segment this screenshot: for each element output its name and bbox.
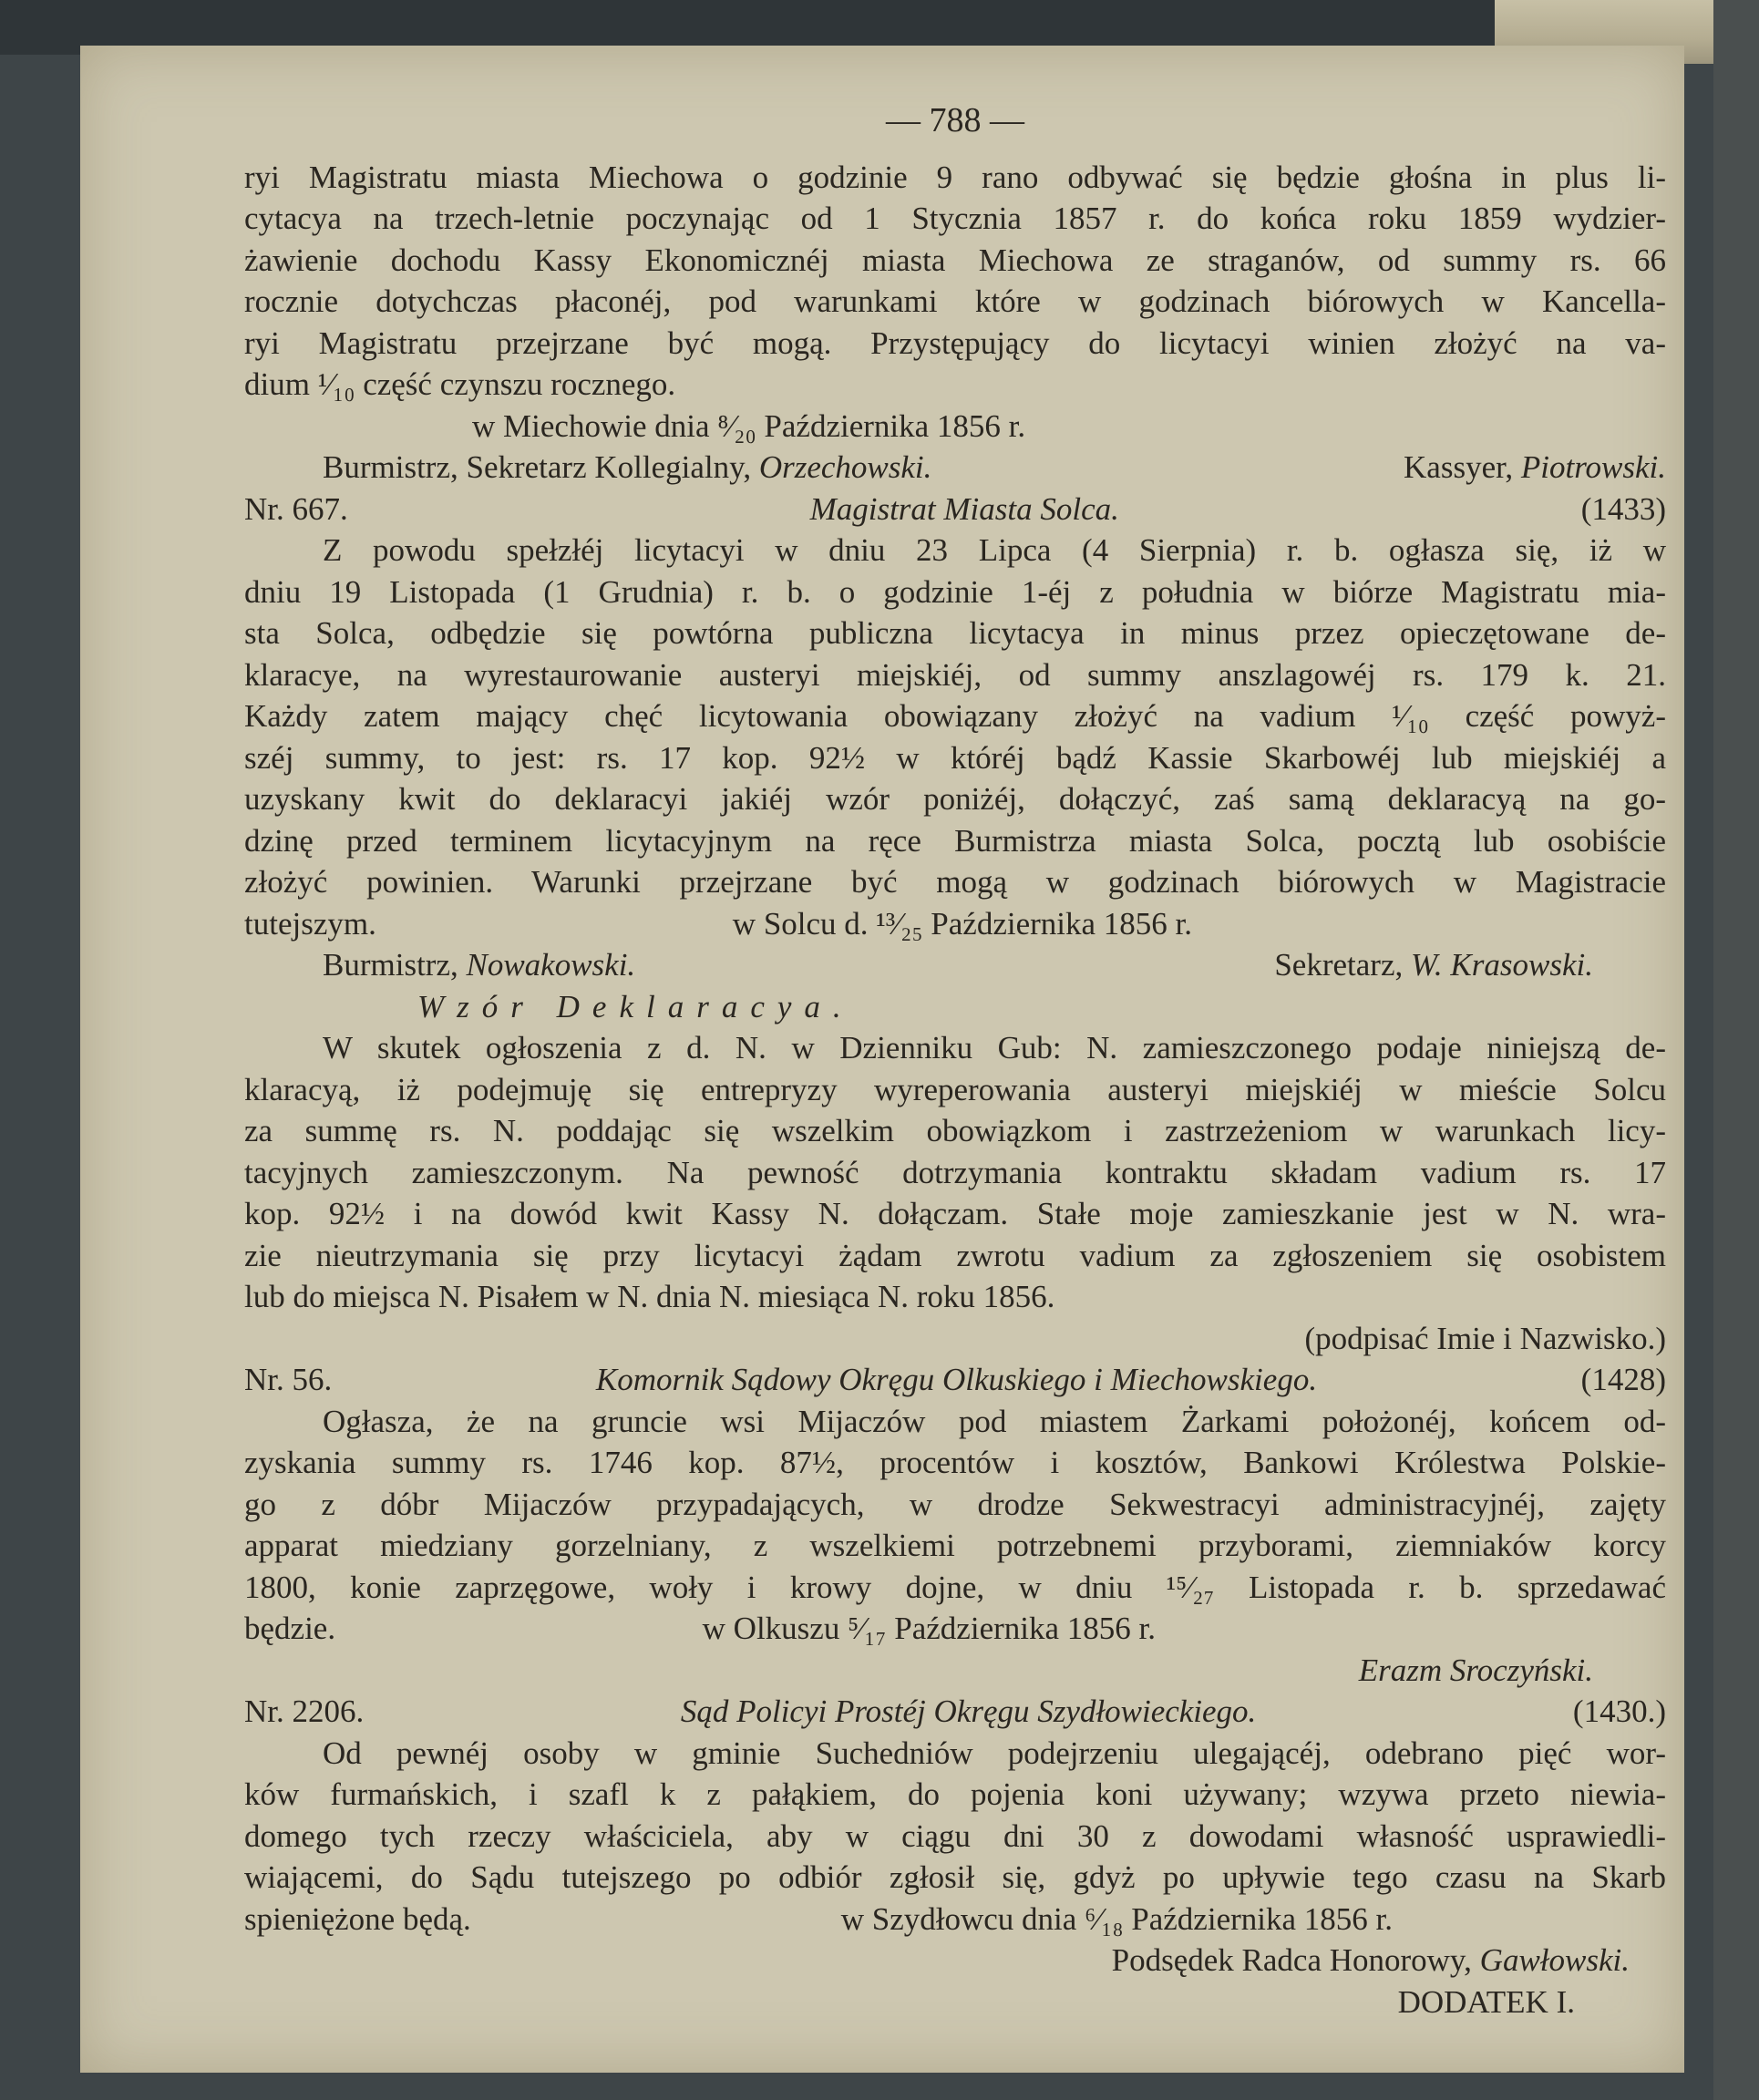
signature-row bbox=[244, 447, 1666, 489]
signature-right: Sekretarz, W. Krasowski. bbox=[1274, 947, 1593, 983]
text-line: za summę rs. N. poddając się wszelkim obowiązkom i zastrzeżeniom w warunkach licy- bbox=[244, 1113, 1666, 1148]
signature-instruction: (podpisać Imie i Nazwisko.) bbox=[1304, 1320, 1666, 1356]
notice-miechow bbox=[244, 157, 1666, 489]
text-line: dium ¹⁄₁₀ część czynszu rocznego. bbox=[244, 366, 676, 402]
notice-title: Komornik Sądowy Okręgu Olkuskiego i Miechowskiego. bbox=[595, 1362, 1318, 1397]
text-line: ryi Magistratu przejrzane być mogą. Przystępujący do licytacyi winien złożyć na va- bbox=[244, 324, 1666, 361]
notice-title: Sąd Policyi Prostéj Okręgu Szydłowieckiego. bbox=[680, 1693, 1257, 1729]
text-line: Od pewnéj osoby w gminie Suchedniów podejrzeniu ulegającéj, odebrano pięć wor- bbox=[323, 1735, 1666, 1771]
document-page bbox=[80, 46, 1684, 2073]
text-line: apparat miedziany gorzelniany, z wszelkiemi potrzebnemi przyborami, ziemniaków korcy bbox=[244, 1528, 1666, 1563]
text-line: rocznie dotychczas płaconéj, pod warunkami które w godzinach biórowych w Kancella- bbox=[244, 283, 1666, 319]
text-line: ryi Magistratu miasta Miechowa o godzinie 9 rano odbywać się będzie głośna in plus li- bbox=[244, 159, 1666, 195]
notice-title: Magistrat Miasta Solca. bbox=[809, 490, 1119, 527]
notice-date: w Solcu d. ¹³⁄₂₅ Października 1856 r. bbox=[732, 905, 1192, 942]
text-line: Z powodu spełzłéj licytacyi w dniu 23 Lipca (4 Sierpnia) r. b. ogłasza się, iż w bbox=[323, 532, 1666, 568]
text-line: kop. 92½ i na dowód kwit Kassy N. dołączam. Stałe moje zamieszkanie jest w N. wra- bbox=[244, 1196, 1666, 1231]
notice-code: (1428) bbox=[1580, 1362, 1666, 1397]
text-line: Każdy zatem mający chęć licytowania obowiązany złożyć na vadium ¹⁄₁₀ część powyż- bbox=[244, 698, 1666, 734]
signature-name: Erazm Sroczyński. bbox=[1358, 1652, 1593, 1688]
notice-date: w Miechowie dnia ⁸⁄₂₀ Października 1856 r. bbox=[472, 407, 1026, 444]
notice-date: w Szydłowcu dnia ⁶⁄₁₈ Października 1856 r. bbox=[840, 1900, 1393, 1937]
notice-code: (1433) bbox=[1580, 490, 1666, 527]
notice-heading bbox=[244, 1359, 1666, 1401]
signature-left: Burmistrz, Sekretarz Kollegialny, Orzechowski. bbox=[323, 449, 932, 485]
text-line: W skutek ogłoszenia z d. N. w Dzienniku Gub: N. zamieszczonego podaje niniejszą de- bbox=[323, 1030, 1666, 1065]
declaration-title: Wzór Deklaracya. bbox=[417, 988, 854, 1024]
notice-szydlowiec bbox=[244, 1691, 1666, 2023]
notice-heading bbox=[244, 1691, 1666, 1733]
text-line-with-date: tutejszym. w Solcu d. ¹³⁄₂₅ Października 1856 r. bbox=[244, 903, 1666, 945]
text-line: sta Solca, odbędzie się powtórna publiczna licytacya in minus przez opieczętowane de- bbox=[244, 615, 1666, 651]
notice-komornik bbox=[244, 1359, 1666, 1691]
page-content bbox=[244, 100, 1666, 2023]
text-line: go z dóbr Mijaczów przypadających, w drodze Sekwestracyi administracyjnéj, zajęty bbox=[244, 1486, 1666, 1522]
text-line: lub do miejsca N. Pisałem w N. dnia N. miesiąca N. roku 1856. bbox=[244, 1279, 1055, 1314]
notice-heading bbox=[244, 489, 1666, 530]
text-line: zie nieutrzymania się przy licytacyi żądam zwrotu vadium za zgłoszeniem się osobistem bbox=[244, 1237, 1666, 1273]
text-line-with-date: spieniężone będą. w Szydłowcu dnia ⁶⁄₁₈ Października 1856 r. bbox=[244, 1899, 1666, 1940]
text-line: 1800, konie zaprzęgowe, woły i krowy dojne, w dniu ¹⁵⁄₂₇ Listopada r. b. sprzedawać bbox=[244, 1569, 1666, 1605]
signature-row: Podsędek Radca Honorowy, Gawłowski. bbox=[1111, 1942, 1630, 1978]
dodatek-label: DODATEK I. bbox=[1397, 1983, 1575, 2020]
text-line: klaracyą, iż podejmuję się entrepryzy wyreperowania austeryi miejskiéj w mieście Solcu bbox=[244, 1071, 1666, 1107]
text-line: ków furmańskich, i szafl k z pałąkiem, do pojenia koni używany; wzywa przeto niewia- bbox=[244, 1776, 1666, 1812]
signature-right: Kassyer, Piotrowski. bbox=[1404, 449, 1666, 485]
notice-number: Nr. 667. bbox=[244, 490, 348, 527]
text-line: széj summy, to jest: rs. 17 kop. 92½ w któréj bądź Kassie Skarbowéj lub miejskiéj a bbox=[244, 739, 1666, 776]
signature-row bbox=[244, 944, 1666, 986]
notice-date: w Olkuszu ⁵⁄₁₇ Października 1856 r. bbox=[702, 1611, 1156, 1646]
text-line: tacyjnych zamieszczonym. Na pewność dotrzymania kontraktu składam vadium rs. 17 bbox=[244, 1154, 1666, 1190]
text-line: klaracye, na wyrestaurowanie austeryi miejskiéj, od summy anszlagowéj rs. 179 k. 21. bbox=[244, 656, 1666, 693]
text-line: zyskania summy rs. 1746 kop. 87½, procentów i kosztów, Bankowi Królestwa Polskie- bbox=[244, 1445, 1666, 1480]
text-line-with-date: będzie. w Olkuszu ⁵⁄₁₇ Października 1856 r. bbox=[244, 1608, 1666, 1650]
text-line: żawienie dochodu Kassy Ekonomicznéj miasta Miechowa ze straganów, od summy rs. 66 bbox=[244, 242, 1666, 278]
text-line: wiającemi, do Sądu tutejszego po odbiór zgłosił się, gdyż po upływie tego czasu na Skarb bbox=[244, 1859, 1666, 1895]
text-line: złożyć powinien. Warunki przejrzane być mogą w godzinach biórowych w Magistracie bbox=[244, 864, 1666, 900]
text-line: uzyskany kwit do deklaracyi jakiéj wzór poniżéj, dołączyć, zaś samą deklaracyą na go- bbox=[244, 781, 1666, 817]
scan-background-right bbox=[1713, 0, 1759, 2100]
text-line: dniu 19 Listopada (1 Grudnia) r. b. o godzinie 1-éj z południa w biórze Magistratu mia- bbox=[244, 573, 1666, 610]
text-line: cytacya na trzech-letnie poczynając od 1 Stycznia 1857 r. do końca roku 1859 wydzier- bbox=[244, 201, 1666, 236]
notice-solec bbox=[244, 489, 1666, 1360]
text-line: Ogłasza, że na gruncie wsi Mijaczów pod miastem Żarkami położonéj, końcem od- bbox=[323, 1403, 1666, 1439]
notice-code: (1430.) bbox=[1572, 1693, 1666, 1729]
text-line: dzinę przed terminem licytacyjnym na ręce Burmistrza miasta Solca, pocztą lub osobiście bbox=[244, 822, 1666, 859]
notice-number: Nr. 2206. bbox=[244, 1693, 365, 1729]
signature-left: Burmistrz, Nowakowski. bbox=[323, 947, 636, 983]
page-number: — 788 — bbox=[886, 101, 1024, 139]
notice-number: Nr. 56. bbox=[244, 1362, 333, 1397]
text-line: domego tych rzeczy właściciela, aby w ciągu dni 30 z dowodami własność usprawiedli- bbox=[244, 1817, 1666, 1854]
